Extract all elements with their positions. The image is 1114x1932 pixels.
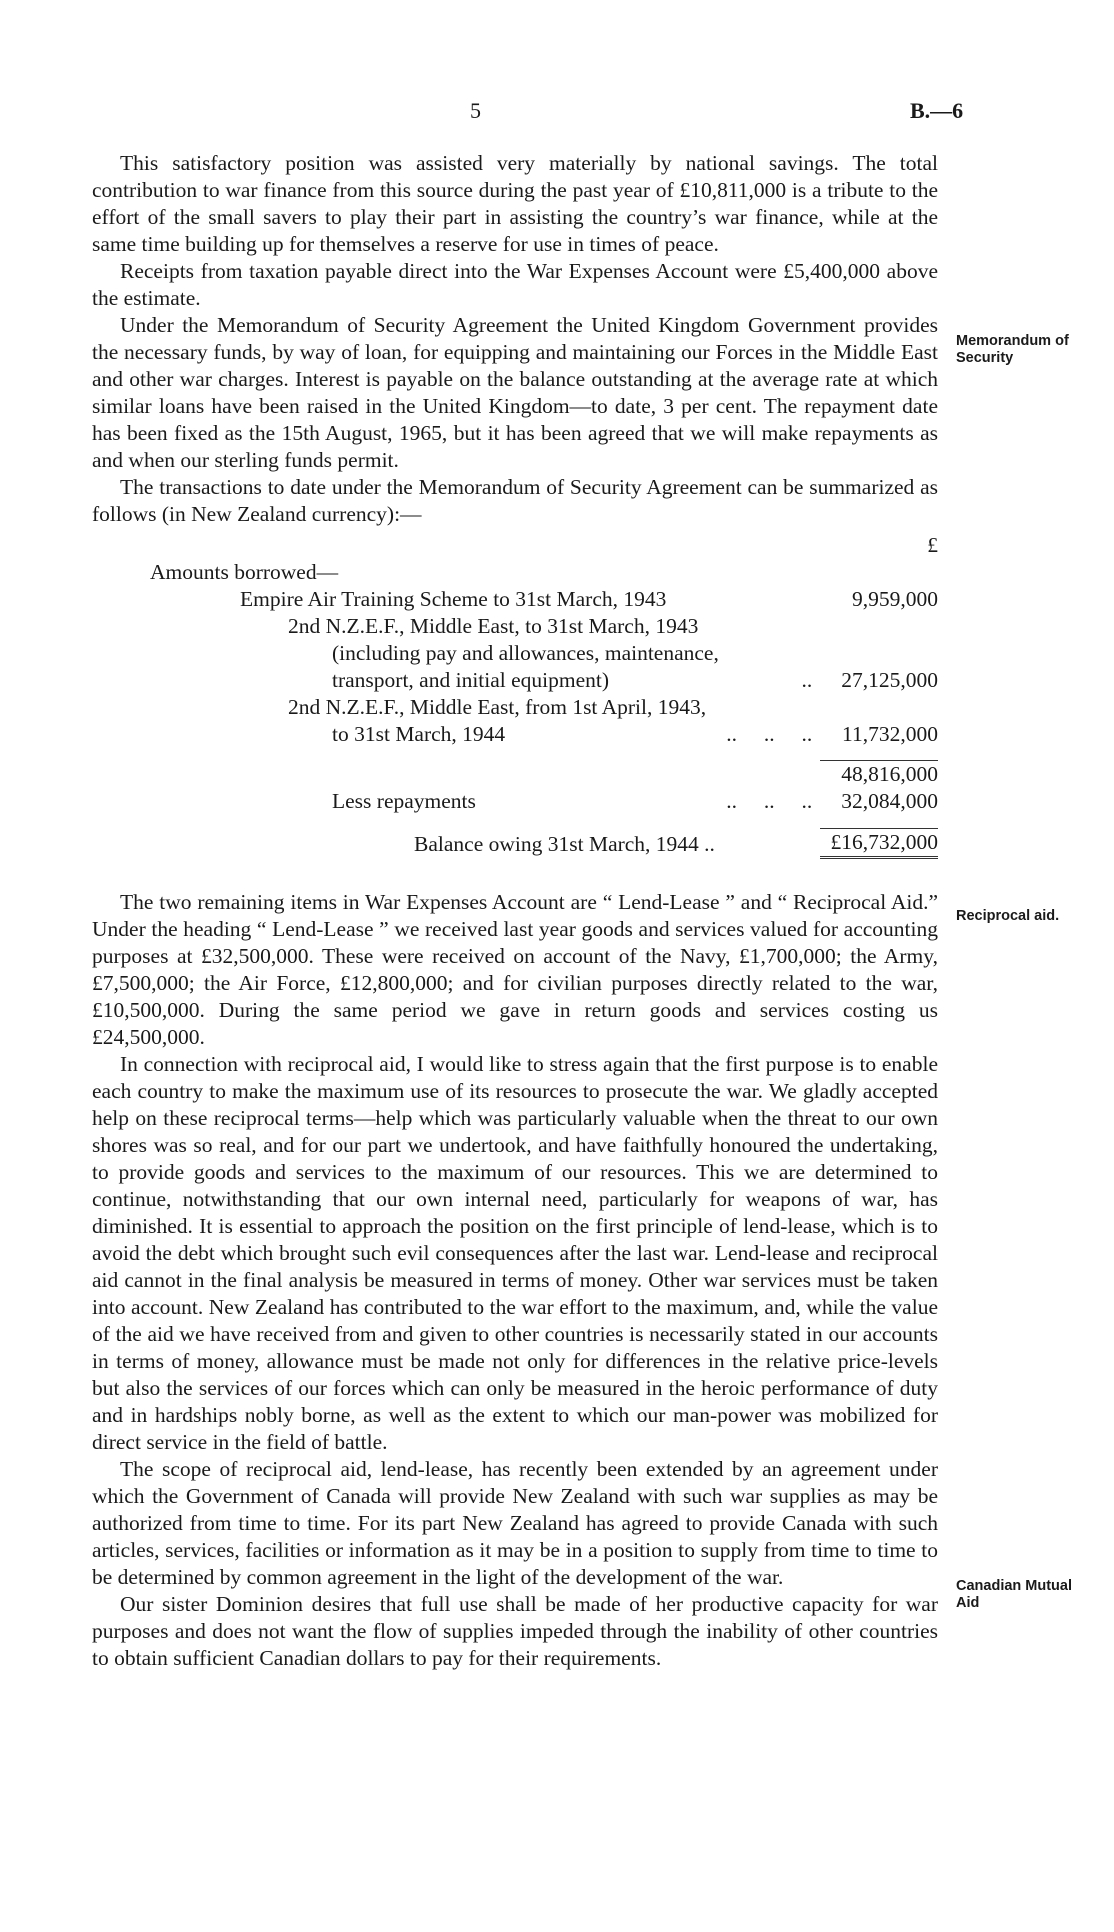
paragraph-canada-agreement: The scope of reciprocal aid, lend-lease, has recently been extended by an agreement under which the Government of Canada will provide New Zealand with such war supplies as may be authorized from time to time. For its part New Zealand has agreed to provide Canada with such articles, services, facilities or information as it may be in a position to supply from time to time to be determined by common agreement in the light of the development of the war. xyxy=(92,1457,938,1589)
paragraph-sister-dominion: Our sister Dominion desires that full use shall be made of her productive capacity for war purposes and does not want the flow of supplies impeded through the inability of other countries to obtain sufficient Canadian dollars to pay for their requirements. xyxy=(92,1592,938,1670)
row-nzef-to-1943-line2: (including pay and allowances, maintenance, xyxy=(332,641,719,665)
paragraph-transactions-summary: The transactions to date under the Memorandum of Security Agreement can be summarized as follows (in New Zealand currency):— xyxy=(92,475,938,526)
paragraph-memorandum-security: Under the Memorandum of Security Agreement the United Kingdom Government provides the necessary funds, by way of loan, for equipping and maintaining our Forces in the Middle East and other war charges. Interest is payable on the balance outstanding at the average rate at which similar loans have been raised in the United Kingdom—to date, 3 per cent. The repayment date has been fixed as the 15th August, 1965, but it has been agreed that we will make repayments as and when our sterling funds permit. xyxy=(92,313,938,472)
row-nzef-from-1943-line1: 2nd N.Z.E.F., Middle East, from 1st April, 1943, xyxy=(288,695,707,719)
margin-note-reciprocal-aid: Reciprocal aid. xyxy=(956,908,1060,924)
amount-nzef-to-1943: 27,125,000 xyxy=(841,668,938,692)
page-number: 5 xyxy=(470,98,481,123)
borrowings-table xyxy=(92,532,938,859)
amount-empire-air-training: 9,959,000 xyxy=(852,587,938,611)
body-text xyxy=(92,150,938,1672)
paragraph-reciprocal-aid: In connection with reciprocal aid, I would like to stress again that the first purpose is to enable each country to make the maximum use of its resources to prosecute the war. We gladly accepted help on these reciprocal terms—help which was particularly valuable when the threat to our own shores was so real, and for our part we undertook, and have faithfully honoured the undertaking, to provide goods and services to the maximum of our resources. This we are determined to continue, notwithstanding that our own internal need, particularly for weapons of war, has diminished. It is essential to approach the position on the first principle of lend-lease, which is to avoid the debt which brought such evil consequences after the last war. Lend-lease and reciprocal aid cannot in the final analysis be measured in terms of money. Other war services must be taken into account. New Zealand has contributed to the war effort to the maximum, and, while the value of the aid we have received from and given to other countries is necessarily stated in our accounts in terms of money, allowance must be made not only for differences in the relative price-levels but also the services of our forces which can only be measured in the heroic performance of duty and in hardships nobly borne, as well as the extent to which our man-power was mobilized for direct service in the field of battle. xyxy=(92,1052,938,1454)
leader-dots: .. .. .. xyxy=(726,722,813,746)
row-nzef-to-1943-line3-text: transport, and initial equipment) xyxy=(332,668,610,692)
amount-nzef-from-1943: 11,732,000 xyxy=(842,722,938,746)
row-nzef-from-1943-line2-text: to 31st March, 1944 xyxy=(332,722,506,746)
leader-dots: .. .. .. xyxy=(726,788,813,813)
margin-note-memorandum: Memorandum of Security xyxy=(956,333,1069,366)
row-empire-air-training: Empire Air Training Scheme to 31st March, 1943 xyxy=(240,587,667,611)
leader-dots: .. xyxy=(801,668,813,692)
less-repayments-label: Less repayments xyxy=(332,788,476,813)
currency-header: £ xyxy=(927,533,938,557)
row-nzef-to-1943-line1: 2nd N.Z.E.F., Middle East, to 31st March, 1943 xyxy=(288,614,699,638)
paragraph-lend-lease: The two remaining items in War Expenses Account are “ Lend-Lease ” and “ Reciprocal Aid.” Under the heading “ Lend-Lease ” we received last year goods and services valued for accounting purposes at £32,500,000. These were received on account of the Navy, £1,700,000; the Army, £7,500,000; the Air Force, £12,800,000; and for civilian purposes directly related to the war, £10,500,000. During the same period we gave in return goods and services costing us £24,500,000. xyxy=(92,890,938,1049)
row-nzef-from-1943-line2 xyxy=(92,721,820,748)
balance-owing-amount: £16,732,000 xyxy=(820,829,938,858)
document-reference: B.—6 xyxy=(910,98,964,123)
paragraph-taxation-receipts: Receipts from taxation payable direct into the War Expenses Account were £5,400,000 above the estimate. xyxy=(92,259,938,310)
less-repayments-amount: 32,084,000 xyxy=(841,788,938,813)
balance-owing-label: Balance owing 31st March, 1944 .. xyxy=(414,831,715,856)
row-less-repayments xyxy=(92,788,820,815)
amounts-borrowed-label: Amounts borrowed— xyxy=(150,560,339,584)
subtotal-amount: 48,816,000 xyxy=(820,760,938,788)
row-nzef-to-1943-line3 xyxy=(92,667,820,694)
paragraph-national-savings: This satisfactory position was assisted very materially by national savings. The total contribution to war finance from this source during the past year of £10,811,000 is a tribute to the effort of the small savers to play their part in assisting the country’s war finance, while at the same time building up for themselves a reserve for use in times of peace. xyxy=(92,151,938,256)
margin-note-canadian-mutual-aid: Canadian Mutual Aid xyxy=(956,1578,1073,1611)
